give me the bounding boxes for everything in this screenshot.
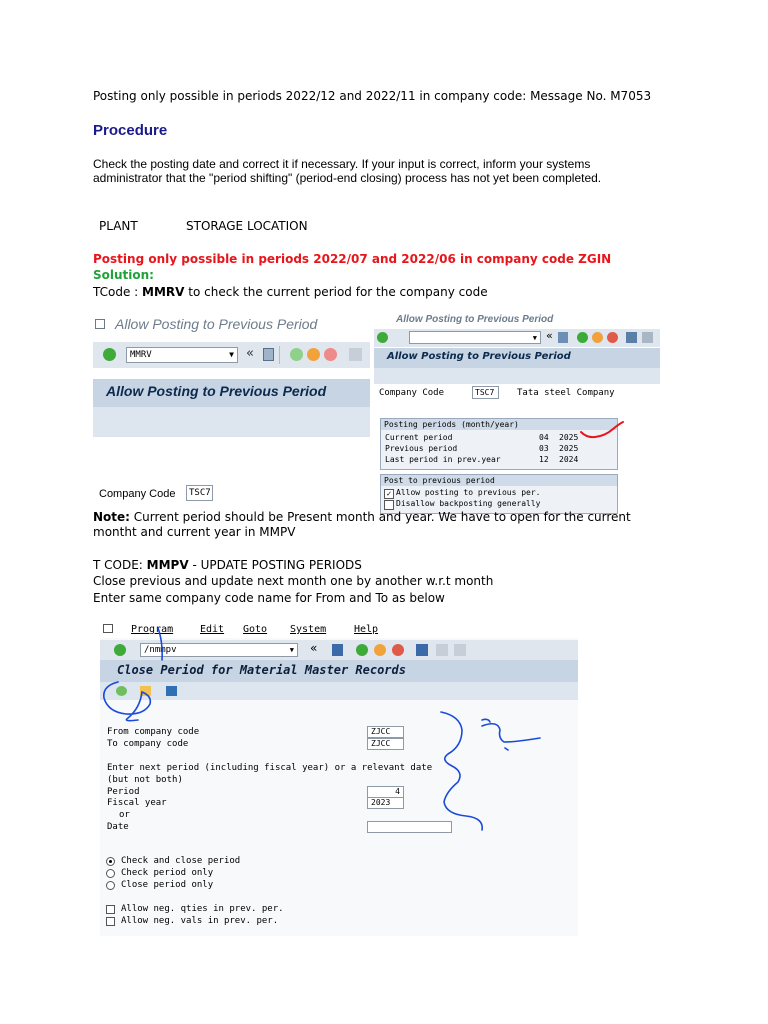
message-line: Posting only possible in periods 2022/12 and 2022/11 in company code: Message No. M7053 bbox=[93, 89, 652, 103]
tcode-mmpv: MMPV bbox=[146, 558, 189, 572]
allow-title-cut: Allow Posting to Previous Period bbox=[396, 314, 554, 325]
enter-same-line: Enter same company code name for From and To as below bbox=[93, 591, 445, 605]
to-company-label: To company code bbox=[107, 739, 189, 749]
tcode-prefix: TCode : bbox=[93, 285, 143, 299]
menu-help[interactable]: Help bbox=[354, 624, 379, 635]
blue-ink-annotations bbox=[100, 620, 578, 936]
allow-toolbar bbox=[374, 329, 660, 347]
allow-posting-checkbox[interactable]: ✓ bbox=[384, 489, 394, 499]
note-label: Note: bbox=[93, 510, 130, 524]
allow-posting-screenshot bbox=[374, 314, 660, 508]
find-icon[interactable] bbox=[642, 332, 653, 343]
company-code-label: Company Code bbox=[379, 388, 445, 398]
to-company-input[interactable]: ZJCC bbox=[367, 738, 404, 750]
note-body: Current period should be Present month and year. We have to open for the current montht and current year in MMPV bbox=[93, 510, 631, 539]
exit-icon[interactable] bbox=[592, 332, 603, 343]
company-code-input[interactable]: TSC7 bbox=[186, 485, 213, 501]
double-chevron-icon[interactable]: « bbox=[310, 641, 318, 655]
tcode2-prefix: T CODE: bbox=[93, 558, 147, 572]
check-only-label: Check period only bbox=[121, 868, 214, 878]
exit-icon[interactable] bbox=[307, 348, 320, 361]
company-name: Tata steel Company bbox=[517, 388, 615, 398]
neg-vals-label: Allow neg. vals in prev. per. bbox=[121, 916, 279, 926]
double-chevron-icon[interactable]: « bbox=[546, 329, 553, 342]
previous-period-label: Previous period bbox=[385, 444, 458, 453]
mmrv-header-band bbox=[93, 379, 370, 407]
fiscal-year-input[interactable]: 2023 bbox=[367, 797, 404, 809]
instruction-line-2: (but not both) bbox=[107, 775, 183, 785]
chevron-down-icon[interactable]: ▼ bbox=[532, 334, 537, 342]
neg-qties-label: Allow neg. qties in prev. per. bbox=[121, 904, 284, 914]
menu-edit[interactable]: Edit bbox=[200, 624, 225, 635]
company-code-input[interactable]: TSC7 bbox=[472, 386, 499, 399]
mmpv-screenshot bbox=[100, 620, 578, 936]
last-period-year: 2024 bbox=[559, 455, 579, 464]
tcode-mmrv: MMRV bbox=[142, 285, 185, 299]
cancel-icon[interactable] bbox=[607, 332, 618, 343]
command-field-value: /nmmpv bbox=[144, 645, 177, 655]
allow-subbar bbox=[374, 368, 660, 384]
command-field[interactable] bbox=[126, 347, 238, 363]
print-icon[interactable] bbox=[626, 332, 637, 343]
command-field[interactable] bbox=[409, 331, 541, 344]
plant-label: PLANT bbox=[99, 219, 138, 233]
disallow-backposting-label: Disallow backposting generally bbox=[396, 499, 541, 508]
period-input[interactable]: 4 bbox=[367, 786, 404, 798]
menu-program[interactable]: Program bbox=[131, 624, 174, 635]
from-company-label: From company code bbox=[107, 727, 200, 737]
solution-label: Solution: bbox=[93, 268, 154, 282]
chevron-down-icon[interactable]: ▼ bbox=[229, 350, 234, 359]
menu-icon[interactable] bbox=[95, 319, 105, 329]
toolbar-divider bbox=[279, 346, 280, 364]
allow-posting-label: Allow posting to previous per. bbox=[396, 488, 541, 497]
company-code-label: Company Code bbox=[99, 488, 176, 500]
posting-periods-title: Posting periods (month/year) bbox=[381, 419, 617, 430]
mmrv-toolbar bbox=[93, 342, 370, 368]
previous-period-year: 2025 bbox=[559, 444, 579, 453]
close-only-label: Close period only bbox=[121, 880, 214, 890]
storage-location-label: STORAGE LOCATION bbox=[186, 219, 308, 233]
error-message-red: Posting only possible in periods 2022/07 and 2022/06 in company code ZGIN bbox=[93, 252, 612, 266]
double-chevron-icon[interactable]: « bbox=[246, 346, 254, 361]
tcode-suffix: to check the current period for the company code bbox=[184, 285, 488, 299]
back-icon[interactable] bbox=[577, 332, 588, 343]
allow-header: Allow Posting to Previous Period bbox=[387, 351, 571, 362]
mmrv-titlebar bbox=[93, 313, 370, 337]
disallow-backposting-checkbox[interactable] bbox=[384, 500, 394, 510]
post-previous-group bbox=[380, 474, 618, 514]
date-label: Date bbox=[107, 822, 129, 832]
menu-goto[interactable]: Goto bbox=[243, 624, 268, 635]
mmrv-title: Allow Posting to Previous Period bbox=[115, 316, 318, 332]
last-period-month: 12 bbox=[539, 455, 549, 464]
current-period-month: 04 bbox=[539, 433, 549, 442]
menu-system[interactable]: System bbox=[290, 624, 327, 635]
check-and-close-label: Check and close period bbox=[121, 856, 241, 866]
tcode-line bbox=[93, 285, 488, 300]
cancel-icon[interactable] bbox=[324, 348, 337, 361]
chevron-down-icon[interactable]: ▼ bbox=[289, 646, 294, 654]
back-icon[interactable] bbox=[290, 348, 303, 361]
fiscal-year-label: Fiscal year bbox=[107, 798, 167, 808]
red-check-annotation bbox=[579, 420, 629, 442]
save-icon[interactable] bbox=[558, 332, 568, 343]
mmrv-screenshot bbox=[93, 313, 370, 508]
tcode2-suffix: - UPDATE POSTING PERIODS bbox=[188, 558, 362, 572]
procedure-heading: Procedure bbox=[93, 122, 168, 139]
mmrv-subbar bbox=[93, 407, 370, 437]
allow-header-band bbox=[374, 348, 660, 368]
mmpv-header: Close Period for Material Master Records bbox=[117, 663, 406, 677]
note-text bbox=[93, 510, 668, 540]
instruction-line-1: Enter next period (including fiscal year) or a relevant date bbox=[107, 763, 433, 773]
mmrv-header: Allow Posting to Previous Period bbox=[106, 383, 327, 399]
post-previous-title: Post to previous period bbox=[381, 475, 617, 486]
enter-check-icon[interactable] bbox=[103, 348, 116, 361]
previous-period-month: 03 bbox=[539, 444, 549, 453]
enter-check-icon[interactable] bbox=[377, 332, 388, 343]
current-period-year: 2025 bbox=[559, 433, 579, 442]
procedure-text: Check the posting date and correct it if necessary. If your input is correct, inform your systems administrator that the "period shifting" (period-end closing) process has not yet been completed. bbox=[93, 157, 602, 185]
current-period-label: Current period bbox=[385, 433, 453, 442]
tcode2-line bbox=[93, 558, 362, 573]
from-company-input[interactable]: ZJCC bbox=[367, 726, 404, 738]
close-previous-line: Close previous and update next month one by another w.r.t month bbox=[93, 574, 494, 588]
print-icon[interactable] bbox=[349, 348, 362, 361]
last-period-label: Last period in prev.year bbox=[385, 455, 501, 464]
command-field-value: MMRV bbox=[130, 350, 152, 360]
period-label: Period bbox=[107, 787, 140, 797]
save-icon[interactable] bbox=[263, 348, 274, 361]
or-label: or bbox=[119, 810, 130, 820]
